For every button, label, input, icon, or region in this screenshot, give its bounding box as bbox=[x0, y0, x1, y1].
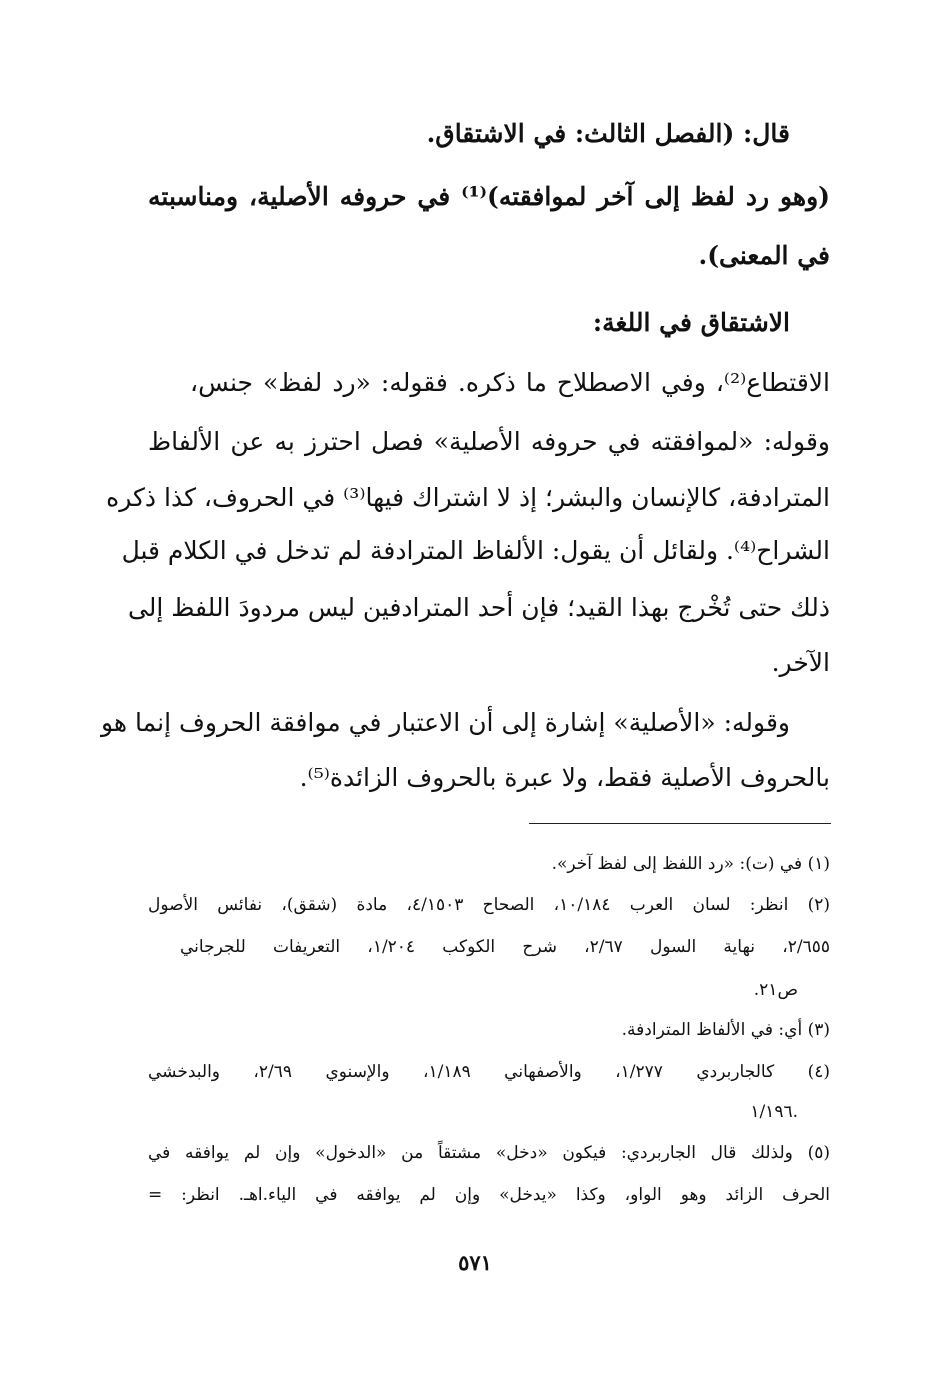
footnote-separator bbox=[529, 823, 831, 824]
paragraph-2-line-2: بالحروف الأصلية فقط، ولا عبرة بالحروف الزائدة⁽⁵⁾. bbox=[299, 763, 830, 792]
footnote-4-line-2: ١/١٩٦. bbox=[750, 1102, 798, 1122]
definition-line-2: في المعنى). bbox=[698, 241, 830, 270]
paragraph-1-line-4: الشراح⁽⁴⁾. ولقائل أن يقول: الألفاظ المترادفة لم تدخل في الكلام قبل bbox=[121, 536, 830, 565]
paragraph-1-line-3: المترادفة، كالإنسان والبشر؛ إذ لا اشتراك فيها⁽³⁾ في الحروف، كذا ذكره bbox=[106, 483, 830, 512]
footnote-5-line-1: (٥) ولذلك قال الجاربردي: فيكون «دخل» مشتقاً من «الدخول» وإن لم يوافقه في bbox=[148, 1143, 830, 1163]
footnote-2-line-3: ص٢١. bbox=[753, 980, 798, 1000]
page-number: ٥٧١ bbox=[458, 1250, 492, 1275]
section-subheading: الاشتقاق في اللغة: bbox=[592, 308, 790, 337]
footnote-5-line-2: الحرف الزائد وهو الواو، وكذا «يدخل» وإن لم يوافقه في الياء.اهـ. انظر: = bbox=[148, 1185, 830, 1205]
paragraph-2-line-1: وقوله: «الأصلية» إشارة إلى أن الاعتبار في موافقة الحروف إنما هو bbox=[101, 708, 790, 737]
footnote-4-line-1: (٤) كالجاربردي ١/٢٧٧، والأصفهاني ١/١٨٩، والإسنوي ٢/٦٩، والبدخشي bbox=[148, 1062, 831, 1082]
paragraph-1-line-1: الاقتطاع⁽²⁾، وفي الاصطلاح ما ذكره. فقوله: «رد لفظ» جنس، bbox=[190, 368, 830, 397]
footnote-1: (١) في (ت): «رد اللفظ إلى لفظ آخر». bbox=[551, 854, 830, 874]
footnote-3: (٣) أي: في الألفاظ المترادفة. bbox=[621, 1020, 830, 1040]
paragraph-1-line-5: ذلك حتى تُخْرج بهذا القيد؛ فإن أحد المترادفين ليس مردودَ اللفظ إلى bbox=[127, 593, 830, 622]
footnote-2-line-2: ٢/٦٥٥، نهاية السول ٢/٦٧، شرح الكوكب ١/٢٠٤، التعريفات للجرجاني bbox=[180, 937, 830, 957]
definition-line-1: (وهو رد لفظ إلى آخر لموافقته)⁽¹⁾ في حروفه الأصلية، ومناسبته bbox=[148, 182, 830, 211]
chapter-heading: قال: (الفصل الثالث: في الاشتقاق. bbox=[426, 119, 790, 148]
footnote-2-line-1: (٢) انظر: لسان العرب ١٠/١٨٤، الصحاح ٤/١٥٠٣، مادة (شقق)، نفائس الأصول bbox=[148, 895, 830, 915]
paragraph-1-line-2: وقوله: «لموافقته في حروفه الأصلية» فصل احترز به عن الألفاظ bbox=[148, 427, 830, 456]
paragraph-1-line-6: الآخر. bbox=[771, 648, 830, 677]
